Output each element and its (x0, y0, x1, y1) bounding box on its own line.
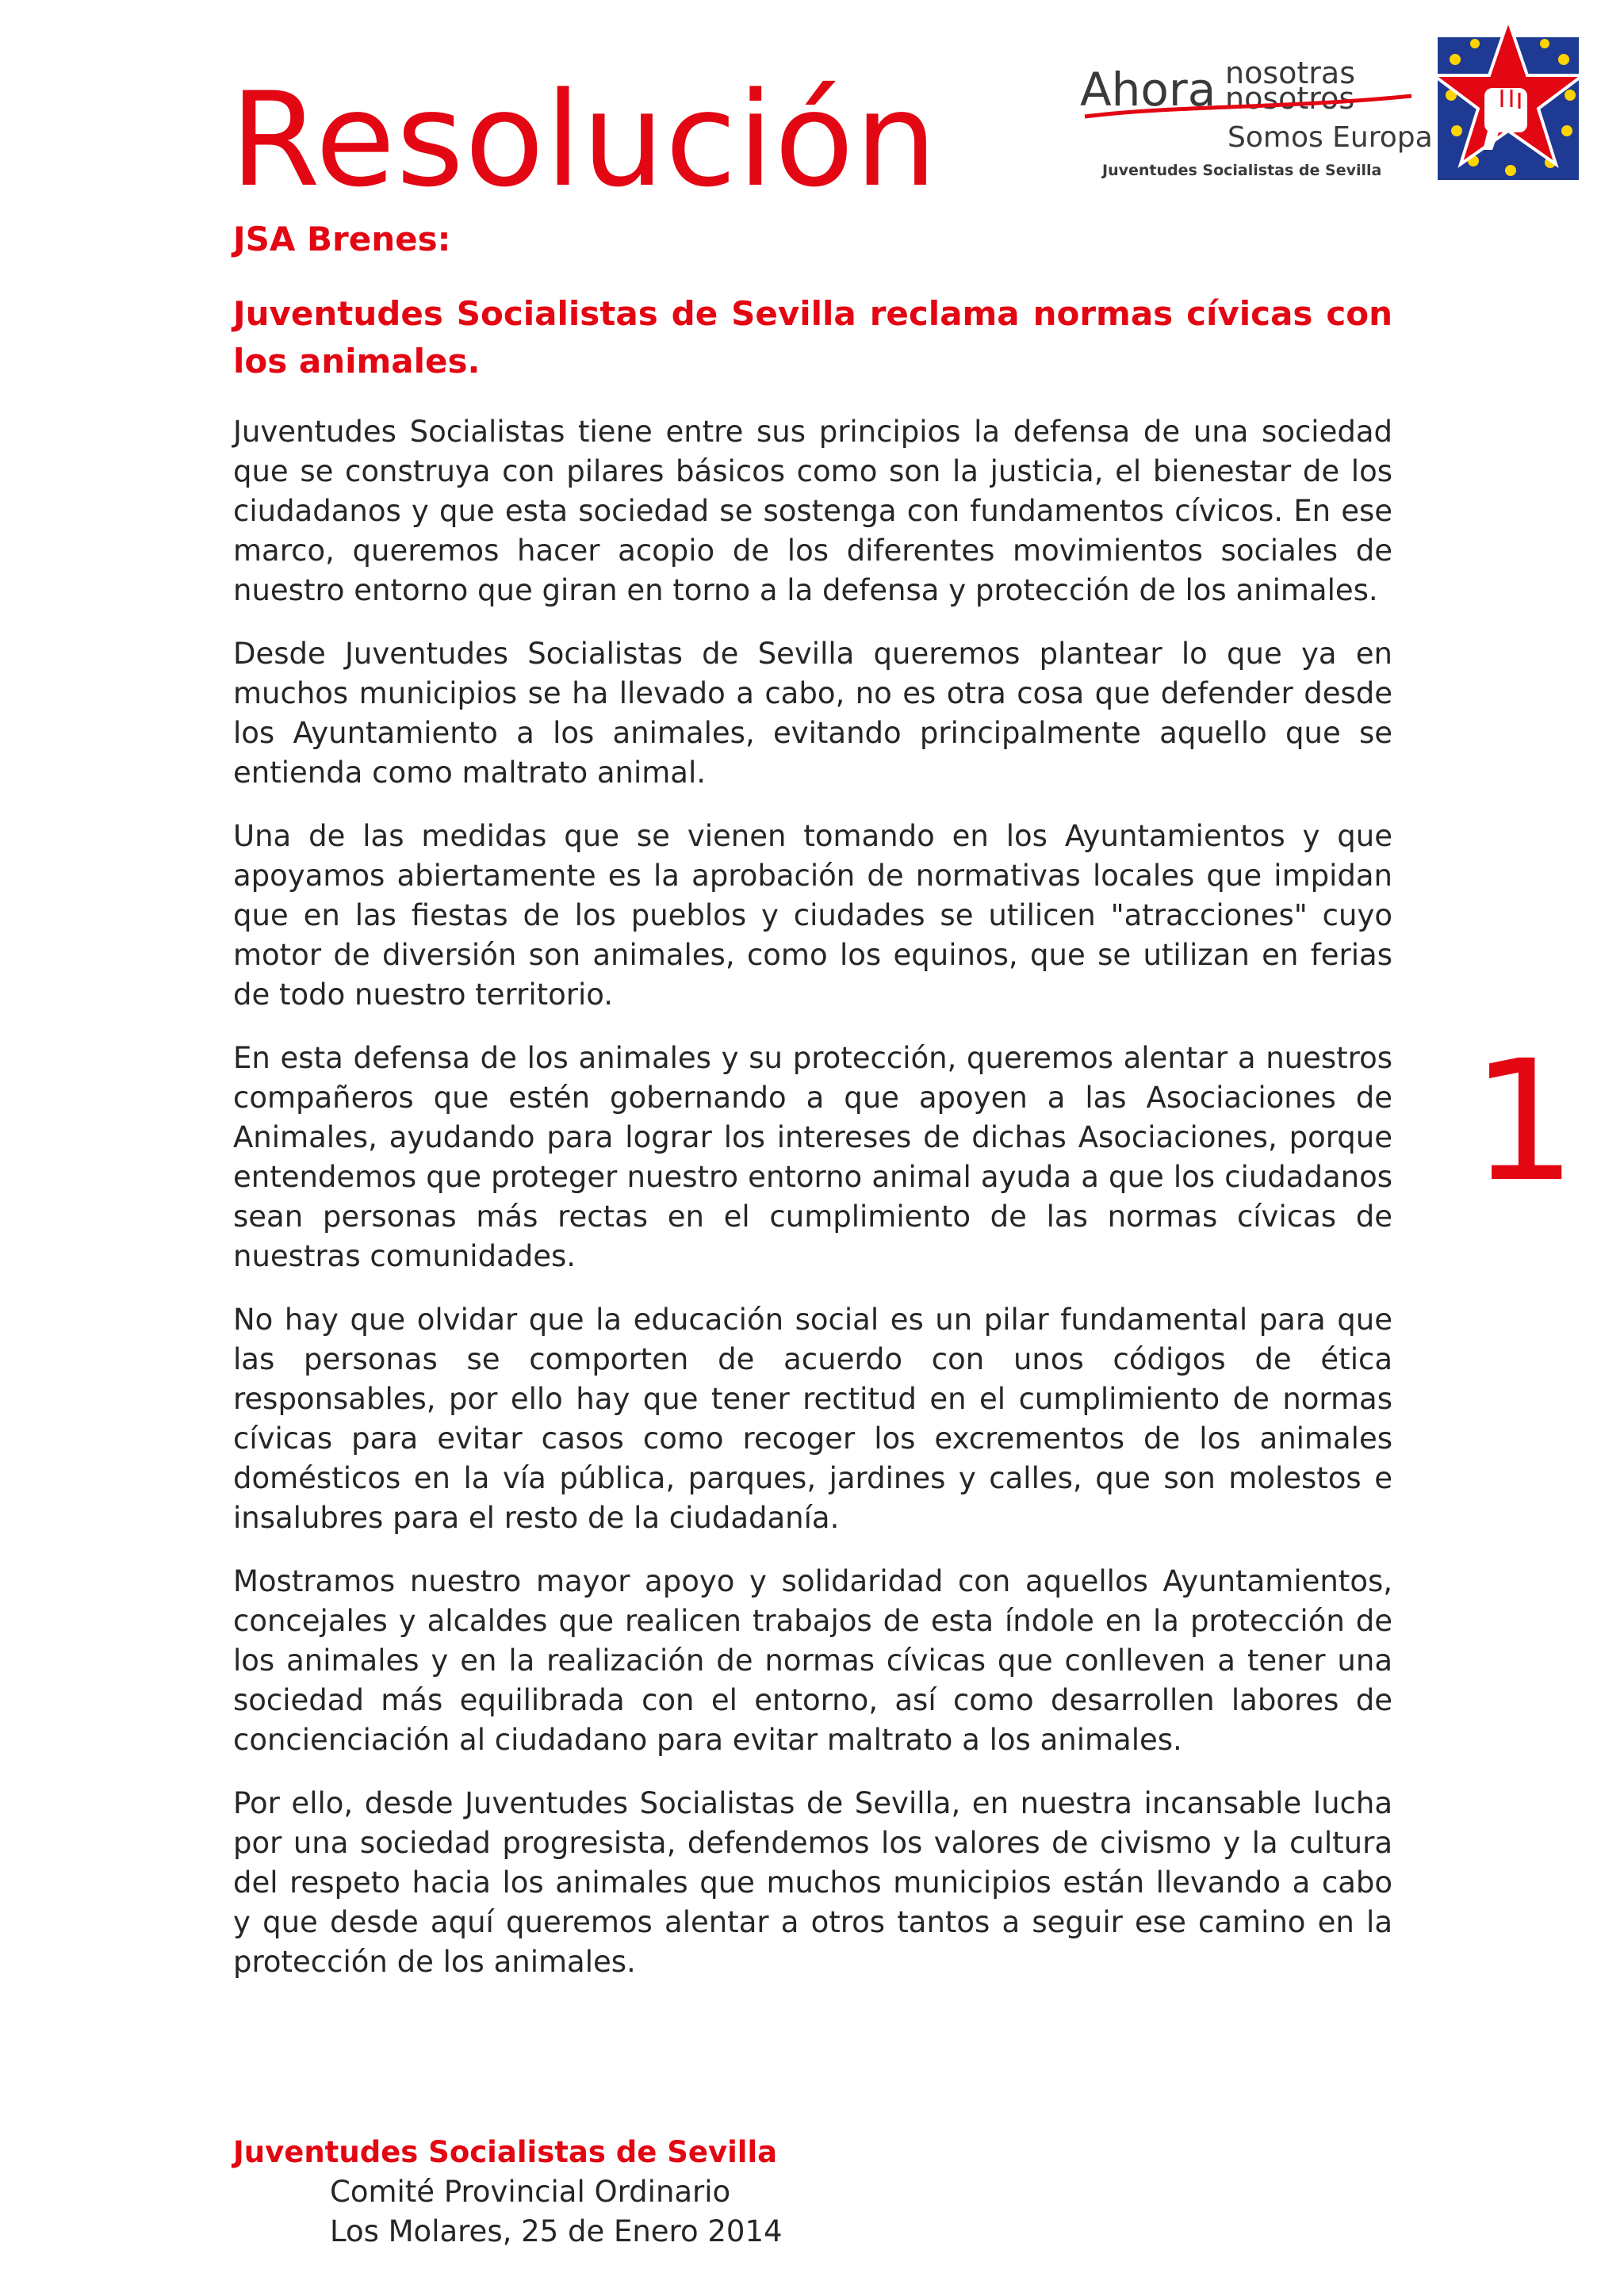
section-subtitle: JSA Brenes: (233, 220, 451, 258)
organization-logo (1078, 20, 1586, 186)
document-title: Resolución (230, 64, 938, 216)
paragraph-4: En esta defensa de los animales y su protección, queremos alentar a nuestros compañeros que estén gobernando a que apoyen a las Asociaciones de Animales, ayudando para lograr los intereses de dichas Asociaciones, porque entendemos que proteger nuestro entorno animal ayuda a que los ciudadanos sean personas más rectas en el cumplimiento de las normas cívicas de nuestras comunidades. (233, 1041, 1392, 1273)
paragraph-7: Por ello, desde Juventudes Socialistas de Sevilla, en nuestra incansable lucha por una sociedad progresista, defendemos los valores de civismo y la cultura del respeto hacia los animales que muchos municipios están llevando a cabo y que desde aquí queremos alentar a otros tantos a seguir ese camino en la protección de los animales. (233, 1786, 1392, 1979)
paragraph-1: Juventudes Socialistas tiene entre sus principios la defensa de una sociedad que se construya con pilares básicos como son la justicia, el bienestar de los ciudadanos y que esta sociedad se sostenga con fundamentos cívicos. En ese marco, queremos hacer acopio de los diferentes movimientos sociales de nuestro entorno que giran en torno a la defensa y protección de los animales. (233, 415, 1392, 607)
footer-committee: Comité Provincial Ordinario (330, 2175, 731, 2209)
headline: Juventudes Socialistas de Sevilla reclama normas cívicas con los animales. (233, 294, 1392, 381)
logo-org-name: Juventudes Socialistas de Sevilla (1102, 162, 1382, 179)
paragraph-2: Desde Juventudes Socialistas de Sevilla queremos plantear lo que ya en muchos municipios se ha llevado a cabo, no es otra cosa que defender desde los Ayuntamiento a los animales, evitando principalmente aquello que se entienda como maltrato animal. (233, 637, 1392, 790)
logo-somos-europa: Somos Europa (1228, 121, 1433, 154)
footer (233, 2133, 1185, 2252)
footer-place-date: Los Molares, 25 de Enero 2014 (330, 2214, 783, 2248)
logo-nosotros: nosotros (1225, 81, 1355, 116)
page-number: 1 (1471, 1024, 1577, 1219)
star-fist-emblem-icon (1434, 20, 1583, 180)
footer-organization: Juventudes Socialistas de Sevilla (233, 2135, 778, 2169)
logo-nosotras: nosotras (1225, 55, 1355, 90)
logo-ahora: Ahora (1080, 63, 1216, 117)
paragraph-3: Una de las medidas que se vienen tomando en los Ayuntamientos y que apoyamos abiertamente es la aprobación de normativas locales que impidan que en las fiestas de los pueblos y ciudades se utilicen "atracciones" cuyo motor de diversión son animales, como los equinos, que se utilizan en ferias de todo nuestro territorio. (233, 819, 1392, 1012)
paragraph-5: No hay que olvidar que la educación social es un pilar fundamental para que las personas se comporten de acuerdo con unos códigos de ética responsables, por ello hay que tener rectitud en el cumplimiento de normas cívicas para evitar casos como recoger los excrementos de los animales domésticos en la vía pública, parques, jardines y calles, que son molestos e insalubres para el resto de la ciudadanía. (233, 1303, 1392, 1535)
paragraph-6: Mostramos nuestro mayor apoyo y solidaridad con aquellos Ayuntamientos, concejales y alcaldes que realicen trabajos de esta índole en la protección de los animales y en la realización de normas cívicas que conlleven a tener una sociedad más equilibrada con el entorno, así como desarrollen labores de concienciación al ciudadano para evitar maltrato a los animales. (233, 1564, 1392, 1757)
document-body (233, 216, 1392, 2006)
